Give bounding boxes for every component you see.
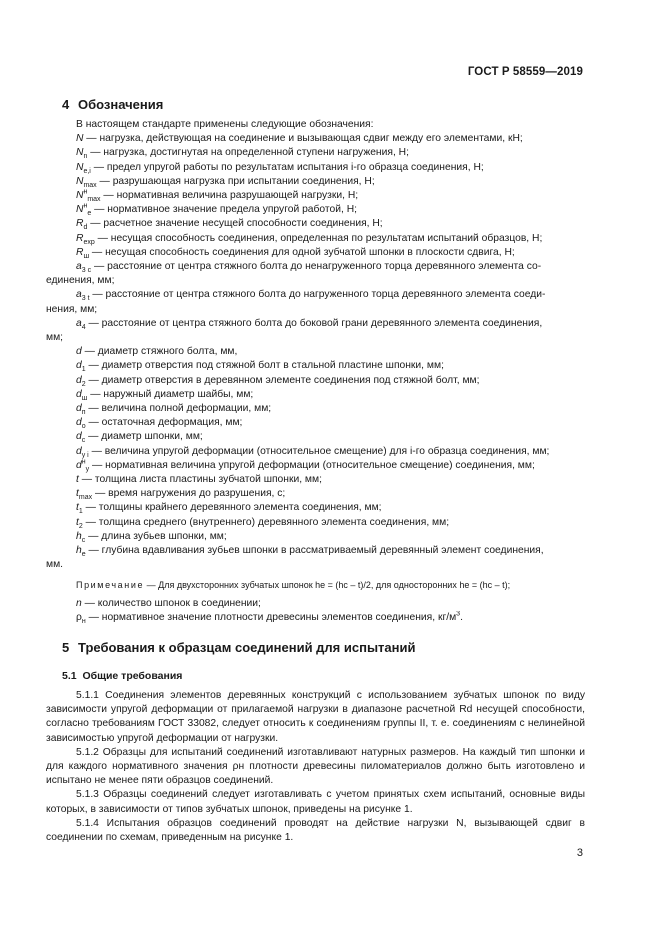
notation-item — [46, 597, 585, 611]
symbol-subscript: n — [83, 153, 88, 161]
symbol-subscript: 3 t — [81, 295, 90, 303]
symbol-subscript: ш — [83, 252, 90, 260]
notation-item — [46, 317, 585, 331]
notation-item — [46, 611, 585, 625]
symbol: d — [76, 360, 82, 372]
subsection-5-1-heading — [62, 670, 182, 682]
symbol-subscript: max — [78, 494, 93, 502]
notation-item — [46, 544, 585, 558]
symbol: N — [76, 190, 84, 202]
notation-continuation: нения, мм; — [46, 303, 98, 315]
notation-item — [46, 217, 585, 231]
subsection-title: Общие требования — [82, 670, 183, 682]
symbol-subscript: 2 — [78, 522, 83, 530]
symbol: N — [76, 147, 84, 159]
notation-text: — расстояние от центра стяжного болта до боковой грани деревянного элемента соединения, — [85, 317, 543, 329]
notation-item — [46, 430, 585, 444]
notation-item — [46, 260, 585, 274]
notation-text: — время нагружения до разрушения, с; — [92, 488, 286, 500]
notation-text: — предел упругой работы по результатам испытания i-го образца соединения, Н; — [90, 161, 484, 173]
requirements-body — [46, 689, 585, 845]
symbol-subscript: y i — [81, 451, 89, 459]
symbol: R — [76, 246, 84, 258]
symbol: N — [76, 133, 84, 145]
unit-superscript: 3 — [456, 610, 461, 618]
symbol-subscript: max — [87, 196, 101, 204]
notation-intro: В настоящем стандарте применены следующие обозначения: — [76, 119, 374, 130]
notation-item — [46, 345, 585, 359]
notation-text: — диаметр стяжного болта, мм, — [81, 346, 238, 358]
symbol-superscript: н — [81, 458, 86, 466]
paragraph-5-1-1: 5.1.1 Соединения элементов деревянных конструкций с использованием зубчатых шпонок по виду зависимости упругой деформации от прилагаемой нагрузки в диапазоне расчетной Rd несущей способности, согласно требованиям ГОСТ 33082, следует относить к соединениям группы II, т. е. соединениям с нелинейной зависимостью упругой деформации от нагрузки. — [46, 690, 585, 744]
notation-text: — величина упругой деформации (относительное смещение) для i-го образца соединения, мм; — [88, 445, 550, 457]
notation-item — [46, 501, 585, 515]
notation-item — [46, 288, 585, 302]
notation-text: — толщина среднего (внутреннего) деревянного элемента соединения, мм; — [82, 516, 450, 528]
symbol: d — [76, 346, 82, 358]
symbol-subscript: 1 — [78, 508, 83, 516]
section-5-number: 5 — [62, 640, 70, 655]
notation-item — [46, 530, 585, 544]
symbol: d — [76, 388, 82, 400]
notation-item — [46, 473, 585, 487]
symbol: N — [76, 204, 84, 216]
notation-continuation: мм. — [46, 559, 64, 571]
notation-text: — разрушающая нагрузка при испытании соединения, Н; — [96, 175, 375, 187]
notation-text: — расстояние от центра стяжного болта до нагруженного торца деревянного элемента соеди- — [89, 289, 546, 301]
symbol: R — [76, 232, 84, 244]
symbol-superscript: н — [83, 203, 88, 210]
notation-item — [46, 445, 585, 459]
standard-id-header: ГОСТ Р 58559—2019 — [467, 66, 583, 78]
notation-item — [46, 246, 585, 260]
notation-item — [46, 459, 585, 473]
notation-text: — толщины крайнего деревянного элемента соединения, мм; — [82, 502, 382, 514]
symbol: d — [76, 374, 82, 386]
notation-text: — нагрузка, действующая на соединение и вызывающая сдвиг между его элементами, кН; — [83, 133, 523, 145]
notation-item — [46, 203, 585, 217]
symbol-subscript: e — [87, 210, 92, 218]
symbol-subscript: 4 — [81, 323, 86, 331]
symbol: a — [76, 289, 82, 301]
symbol-subscript: d — [83, 224, 88, 232]
symbol: t — [76, 488, 79, 500]
notation-item — [46, 416, 585, 430]
notation-item — [46, 516, 585, 530]
paragraph-5-1-4: 5.1.4 Испытания образцов соединений проводят на действие нагрузки N, вызывающей сдвиг в соединении по схемам, приведенным на рисунке 1. — [46, 817, 585, 844]
notation-text: — расстояние от центра стяжного болта до ненагруженного торца деревянного элемента со- — [91, 261, 542, 273]
symbol: d — [76, 445, 82, 457]
notation-item — [46, 402, 585, 416]
symbol: d — [76, 431, 82, 443]
note-text: — Для двухсторонних зубчатых шпонок he = (hc – t)/2, для односторонних he = (hc – t); — [144, 579, 511, 590]
symbol: h — [76, 545, 82, 557]
notation-list — [46, 118, 585, 625]
symbol-superscript: н — [83, 189, 88, 196]
symbol: h — [76, 530, 82, 542]
symbol: N — [76, 175, 84, 187]
notation-text: — несущая способность соединения для одной зубчатой шпонки в плоскости сдвига, Н; — [89, 246, 515, 258]
symbol-subscript: 1 — [81, 366, 86, 374]
page-number: 3 — [576, 847, 583, 859]
symbol: d — [76, 403, 82, 415]
notation-text: — наружный диаметр шайбы, мм; — [87, 388, 254, 400]
notation-text: — остаточная деформация, мм; — [85, 417, 243, 429]
notation-item — [46, 146, 585, 160]
symbol: d — [76, 417, 82, 429]
symbol: n — [76, 597, 82, 609]
notation-item — [46, 161, 585, 175]
symbol-subscript: e,i — [83, 167, 91, 175]
notation-text: — нормативная величина упругой деформации (относительное смещение) соединения, мм; — [89, 459, 535, 471]
symbol-subscript: c — [81, 437, 86, 445]
paragraph-5-1-3: 5.1.3 Образцы соединений следует изготавливать с учетом принятых схем испытаний, основные виды которых, в зависимости от типов зубчатых шпонок, приведены на рисунке 1. — [46, 789, 585, 815]
section-5-title: Требования к образцам соединений для испытаний — [78, 640, 416, 655]
symbol-subscript: y — [85, 465, 90, 473]
symbol-subscript: exp — [83, 238, 95, 246]
symbol-subscript: e — [81, 551, 86, 559]
symbol-subscript: max — [83, 181, 97, 189]
notation-item — [46, 374, 585, 388]
notation-text: — величина полной деформации, мм; — [85, 403, 272, 415]
symbol: a — [76, 317, 82, 329]
notation-item — [46, 175, 585, 189]
notation-item — [46, 388, 585, 402]
symbol: t — [76, 502, 79, 514]
section-4-title: Обозначения — [78, 97, 164, 112]
notation-text: — длина зубьев шпонки, мм; — [85, 530, 227, 542]
symbol-subscript: н — [81, 617, 86, 625]
subsection-number: 5.1 — [62, 670, 77, 682]
section-4-number: 4 — [62, 97, 70, 112]
note-label: Примечание — [76, 579, 145, 590]
symbol-subscript: о — [81, 423, 86, 431]
symbol: d — [76, 459, 82, 471]
notation-text: — толщина листа пластины зубчатой шпонки, мм; — [78, 474, 322, 486]
symbol-subscript: c — [81, 536, 86, 544]
notation-item — [46, 189, 585, 203]
notation-text: — нормативная величина разрушающей нагрузки, Н; — [100, 190, 359, 202]
notation-tail: . — [460, 611, 463, 623]
notation-text: — несущая способность соединения, определенная по результатам испытаний образцов, Н; — [94, 232, 543, 244]
notation-text: — диаметр отверстия под стяжной болт в стальной пластине шпонки, мм; — [85, 360, 444, 372]
symbol-subscript: ш — [81, 394, 88, 402]
symbol: R — [76, 218, 84, 230]
notation-item — [46, 132, 585, 146]
notation-text: — глубина вдавливания зубьев шпонки в рассматриваемый деревянный элемент соединения, — [85, 545, 544, 557]
symbol: t — [76, 516, 79, 528]
notation-item — [46, 359, 585, 373]
notation-item — [46, 232, 585, 246]
section-4-heading — [62, 97, 163, 112]
notation-text: — нормативное значение плотности древесины элементов соединения, кг/м — [85, 611, 457, 623]
symbol-subscript: п — [81, 409, 86, 417]
symbol: a — [76, 261, 82, 273]
notation-text: — количество шпонок в соединении; — [81, 597, 261, 609]
notation-text: — нормативное значение предела упругой работой, Н; — [91, 204, 358, 216]
notation-continuation: мм; — [46, 332, 64, 344]
symbol: ρ — [76, 611, 82, 623]
notation-item — [46, 487, 585, 501]
notation-text: — диаметр шпонки, мм; — [85, 431, 203, 443]
symbol: t — [76, 474, 79, 486]
note — [46, 578, 585, 592]
notation-text: — расчетное значение несущей способности соединения, Н; — [87, 218, 383, 230]
symbol: N — [76, 161, 84, 173]
notation-continuation: единения, мм; — [46, 275, 115, 287]
notation-text: — нагрузка, достигнутая на определенной ступени нагружения, Н; — [87, 147, 409, 159]
notation-text: — диаметр отверстия в деревянном элементе соединения под стяжной болт, мм; — [85, 374, 480, 386]
paragraph-5-1-2: 5.1.2 Образцы для испытаний соединений изготавливают натурных размеров. На каждый тип шпонки и для каждого нормативного значения ρн плотности древесины пиломатериалов должно быть изготовлено и испытано не менее пяти образцов соединений. — [46, 746, 585, 787]
symbol-subscript: 3 c — [81, 267, 92, 275]
symbol-subscript: 2 — [81, 380, 86, 388]
section-5-heading — [62, 640, 416, 655]
